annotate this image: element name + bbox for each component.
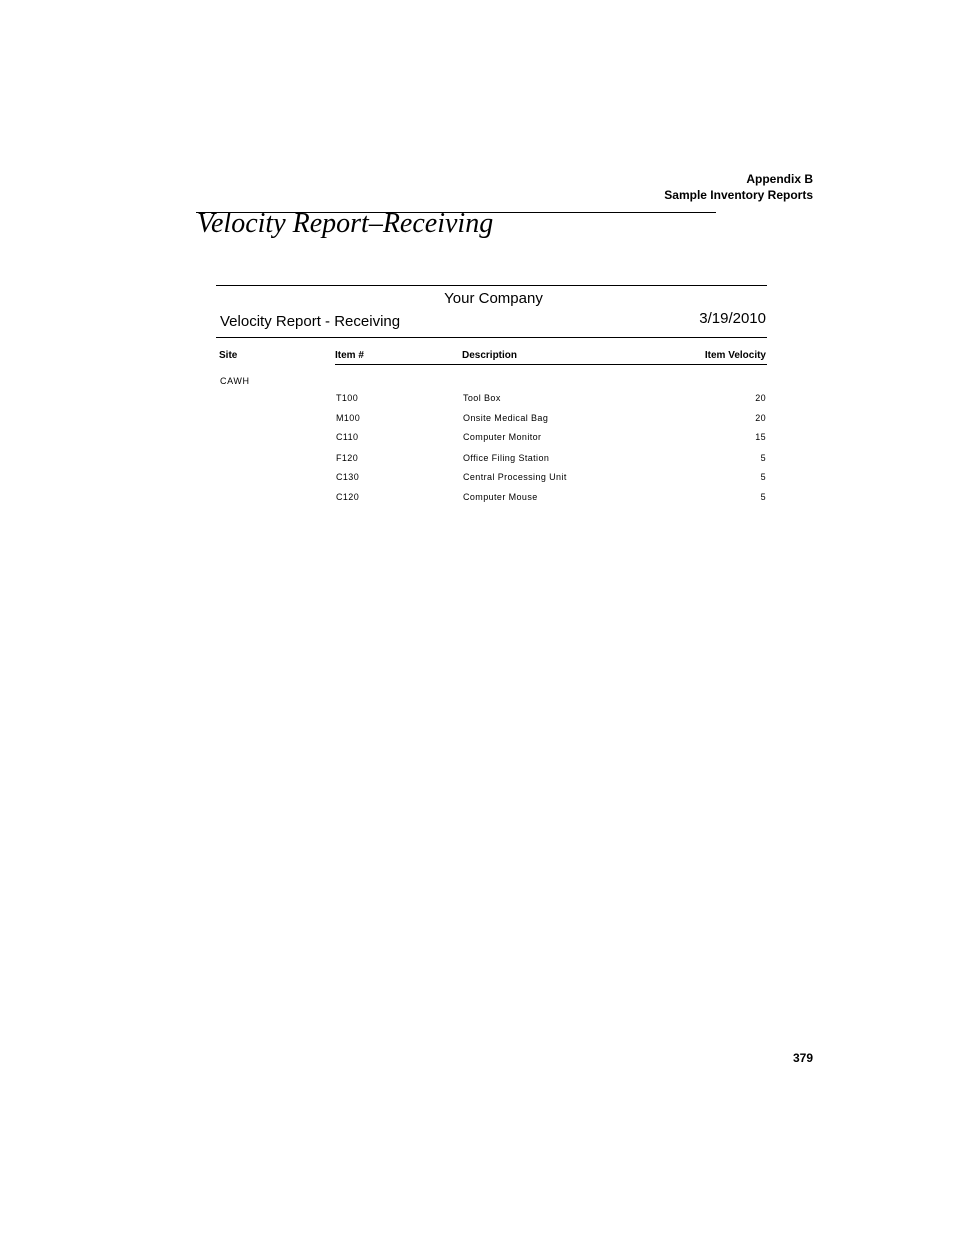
item-description: Office Filing Station <box>463 453 550 463</box>
report-header-rule <box>216 337 767 338</box>
item-number: F120 <box>336 453 359 463</box>
item-velocity: 20 <box>755 413 766 423</box>
item-velocity: 5 <box>760 492 766 502</box>
table-row <box>216 431 767 445</box>
item-velocity: 20 <box>755 393 766 403</box>
column-header-velocity: Item Velocity <box>704 350 766 361</box>
report-top-rule <box>216 285 767 286</box>
report-title: Velocity Report - Receiving <box>220 313 401 330</box>
item-number: C110 <box>336 432 359 442</box>
section-title: Velocity Report–Receiving <box>197 208 494 239</box>
table-row <box>216 491 767 505</box>
table-row <box>216 452 767 466</box>
site-value: CAWH <box>220 376 250 386</box>
column-header-site: Site <box>219 350 238 361</box>
item-description: Computer Monitor <box>463 432 542 442</box>
table-row <box>216 471 767 485</box>
page-number: 379 <box>792 1051 813 1065</box>
running-head-section: Sample Inventory Reports <box>664 188 813 202</box>
table-row <box>216 392 767 406</box>
item-description: Onsite Medical Bag <box>463 413 549 423</box>
item-description: Tool Box <box>463 393 501 403</box>
item-velocity: 5 <box>760 453 766 463</box>
velocity-report <box>216 285 767 515</box>
item-velocity: 5 <box>760 472 766 482</box>
item-velocity: 15 <box>755 432 766 442</box>
item-description: Computer Mouse <box>463 492 538 502</box>
running-head-chapter: Appendix B <box>746 172 813 186</box>
table-row <box>216 412 767 426</box>
column-header-rule <box>335 364 767 365</box>
report-date: 3/19/2010 <box>699 310 766 327</box>
item-description: Central Processing Unit <box>463 472 567 482</box>
column-header-item: Item # <box>335 350 364 361</box>
item-number: T100 <box>336 393 359 403</box>
report-company: Your Company <box>444 290 543 307</box>
item-number: M100 <box>336 413 361 423</box>
column-header-description: Description <box>462 350 518 361</box>
item-number: C130 <box>336 472 360 482</box>
item-number: C120 <box>336 492 360 502</box>
